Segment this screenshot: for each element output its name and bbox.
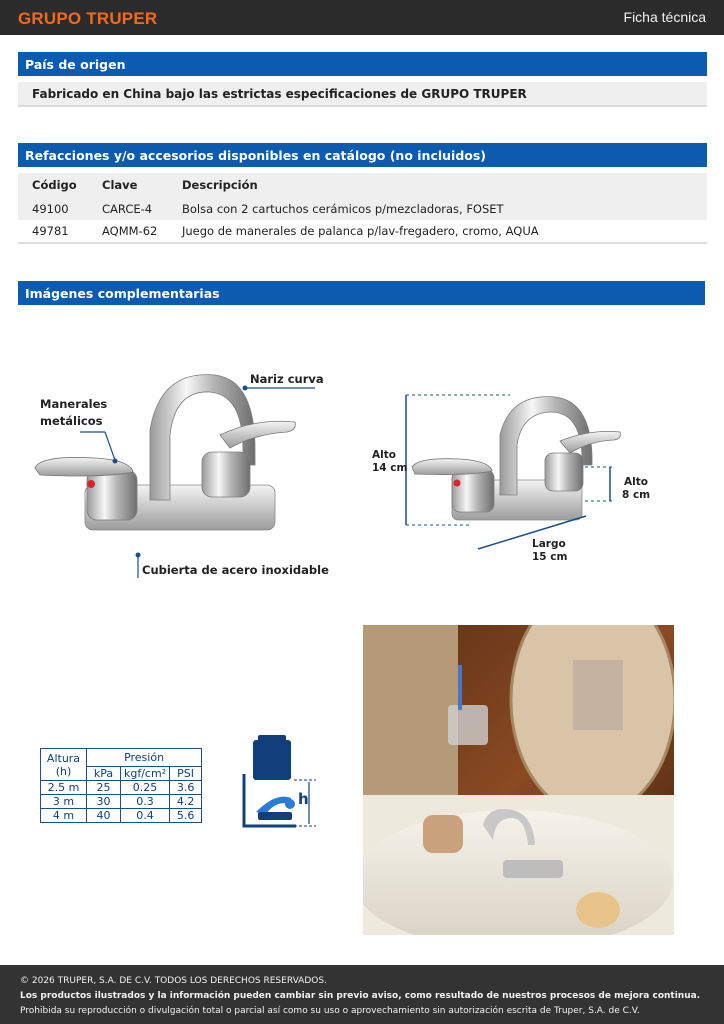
- parts-heading: Refacciones y/o accesorios disponibles en catálogo (no incluidos): [18, 143, 707, 167]
- cell-kgf: 0.25: [121, 781, 170, 795]
- unit-kpa: kPa: [87, 767, 121, 781]
- cell-codigo: 49100: [18, 197, 88, 220]
- col-descripcion: Descripción: [168, 173, 707, 197]
- unit-psi: PSI: [170, 767, 202, 781]
- callout-handles-line1: Manerales: [40, 397, 108, 411]
- dim-largo-value: 15 cm: [532, 551, 568, 563]
- faucet-features-illustration: [25, 360, 345, 590]
- pressure-col-presion: Presión: [87, 749, 202, 767]
- table-row: [41, 795, 202, 809]
- cell-descripcion: Bolsa con 2 cartuchos cerámicos p/mezcladoras, FOSET: [168, 197, 707, 220]
- callout-cover: Cubierta de acero inoxidable: [142, 563, 329, 577]
- cell-altura: 4 m: [41, 809, 87, 823]
- footer-prohibition: Prohibida su reproducción o divulgación total o parcial así como su uso o aprovechamiento sin autorización escrita de Truper, S.A. de C.V.: [20, 1006, 640, 1016]
- cell-kpa: 40: [87, 809, 121, 823]
- cell-kgf: 0.4: [121, 809, 170, 823]
- brand-logo: GRUPO TRUPER: [18, 9, 158, 28]
- col-codigo: Código: [18, 173, 88, 197]
- table-row: [41, 781, 202, 795]
- top-bar: [0, 0, 724, 35]
- faucet-dimensions-illustration: [400, 385, 650, 555]
- footer-copyright: © 2026 TRUPER, S.A. DE C.V. TODOS LOS DERECHOS RESERVADOS.: [20, 976, 327, 986]
- height-h-label: h: [298, 790, 309, 808]
- pressure-col-altura: [41, 749, 87, 781]
- cell-psi: 4.2: [170, 795, 202, 809]
- cell-descripcion: Juego de manerales de palanca p/lav-fregadero, cromo, AQUA: [168, 220, 707, 243]
- footer-notice: Los productos ilustrados y la información pueden cambiar sin previo aviso, como resultado de nuestros procesos de mejora continua.: [20, 991, 701, 1001]
- unit-kgf: kgf/cm²: [121, 767, 170, 781]
- cell-kpa: 30: [87, 795, 121, 809]
- cell-clave: AQMM-62: [88, 220, 168, 243]
- altura-label: Altura: [46, 751, 81, 765]
- dim-alto-spout-value: 8 cm: [622, 489, 651, 501]
- dim-largo-label: Largo: [532, 538, 566, 550]
- altura-unit: (h): [55, 764, 72, 778]
- cell-psi: 3.6: [170, 781, 202, 795]
- images-heading: Imágenes complementarias: [18, 281, 705, 305]
- callout-handles-line2: metálicos: [40, 414, 103, 428]
- water-tank-height-icon: [236, 732, 322, 832]
- table-row: [18, 197, 707, 220]
- cell-altura: 2.5 m: [41, 781, 87, 795]
- parts-table-header: [18, 173, 707, 197]
- cell-altura: 3 m: [41, 795, 87, 809]
- dim-alto-spout-label: Alto: [624, 476, 648, 488]
- bathroom-photo: [363, 625, 674, 935]
- footer: [0, 965, 724, 1024]
- callout-spout: Nariz curva: [250, 372, 324, 386]
- document-type: Ficha técnica: [623, 9, 706, 25]
- dim-alto-total-value: 14 cm: [372, 462, 408, 474]
- cell-codigo: 49781: [18, 220, 88, 243]
- table-row: [41, 809, 202, 823]
- cell-kpa: 25: [87, 781, 121, 795]
- col-clave: Clave: [88, 173, 168, 197]
- dim-alto-total-label: Alto: [372, 449, 396, 461]
- origin-text: Fabricado en China bajo las estrictas especificaciones de GRUPO TRUPER: [18, 82, 707, 107]
- cell-psi: 5.6: [170, 809, 202, 823]
- origin-heading: País de origen: [18, 52, 707, 76]
- table-row: [18, 220, 707, 243]
- parts-table: [18, 173, 707, 244]
- pressure-table: [40, 748, 202, 823]
- cell-clave: CARCE-4: [88, 197, 168, 220]
- cell-kgf: 0.3: [121, 795, 170, 809]
